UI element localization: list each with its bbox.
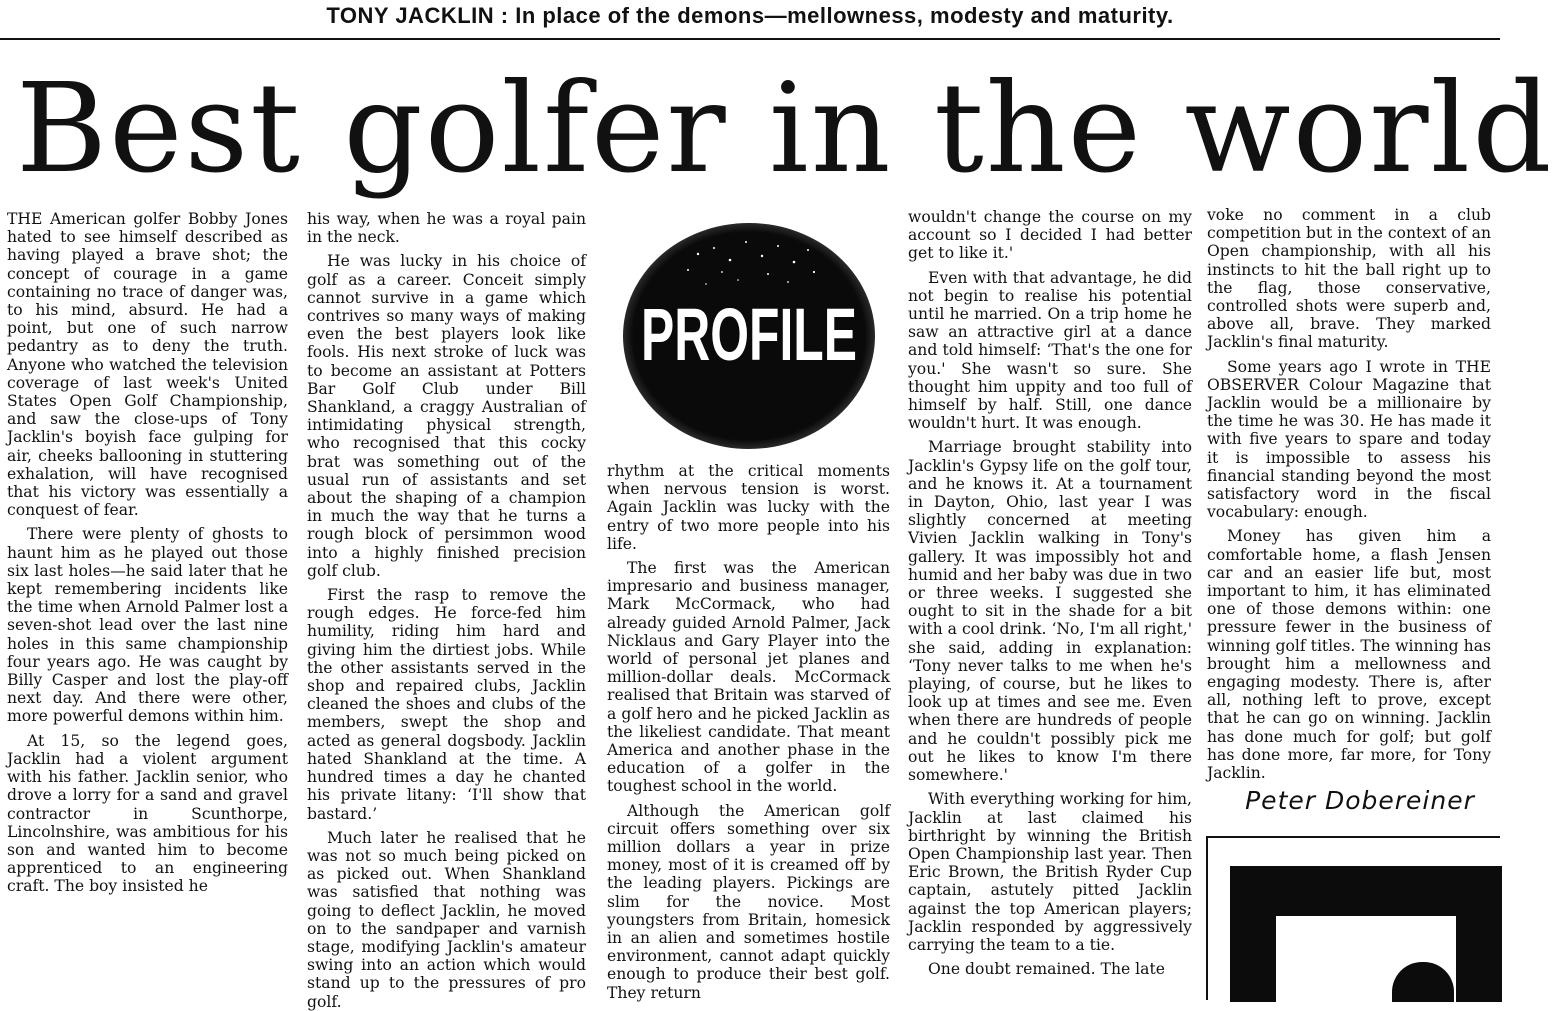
article-column-2 <box>307 210 586 1011</box>
headline: Best golfer in the world <box>16 57 1554 201</box>
kicker-text: TONY JACKLIN : In place of the demons—mellowness, modesty and maturity. <box>326 3 1174 28</box>
paragraph: his way, when he was a royal pain in the neck. <box>307 210 586 247</box>
paragraph: The first was the American impresario and business manager, Mark McCormack, who had already guided Arnold Palmer, Jack Nicklaus and Gary Player into the world of personal jet planes and million-dollar deals. McCormack realised that Britain was starved of a golf hero and he picked Jacklin as the likeliest candidate. That meant America and another phase in the education of a golfer in the toughest school in the world. <box>607 559 890 796</box>
kicker-bar <box>0 0 1500 40</box>
paragraph: rhythm at the critical moments when nervous tension is worst. Again Jacklin was lucky with the entry of two more people into his life. <box>607 462 890 553</box>
byline: Peter Dobereiner <box>1245 786 1475 815</box>
paragraph: Some years ago I wrote in THE OBSERVER Colour Magazine that Jacklin would be a millionaire by the time he was 30. He has made it with five years to spare and today it is impossible to assess his financial standing beyond the most satisfactory word in the fiscal vocabulary: enough. <box>1207 357 1491 522</box>
photo-frame <box>1206 836 1500 1000</box>
paragraph: Marriage brought stability into Jacklin's Gypsy life on the golf tour, and he knows it. At a tournament in Dayton, Ohio, last year I was slightly concerned at meeting Vivien Jacklin walking in Tony's gallery. It was impossibly hot and humid and her baby was due in two or three weeks. I suggested she ought to sit in the shade for a bit with a cool drink. ‘No, I'm all right,' she said, adding in explanation: ‘Tony never talks to me when he's playing, of course, but he likes to look up at times and see me. Even when there are hundreds of people and he couldn't possibly pick me out he likes to know I'm there somewhere.' <box>908 438 1192 785</box>
paragraph: Even with that advantage, he did not begin to realise his potential until he married. On a trip home he saw an attractive girl at a dance and told himself: ‘That's the one for you.' She wasn't so sure. She thought him uppity and too full of himself by half. Still, one dance wouldn't hurt. It was enough. <box>908 268 1192 433</box>
paragraph: There were plenty of ghosts to haunt him as he played out those six last holes—he said later that he kept remembering incidents like the time when Arnold Palmer lost a seven-shot lead over the last nine holes in this same championship four years ago. He was caught by Billy Casper and lost the play-off next day. And there were other, more powerful demons within him. <box>7 525 288 726</box>
profile-logo-graphic <box>618 220 880 452</box>
paragraph: Money has given him a comfortable home, a flash Jensen car and an easier life but, most important to him, it has eliminated one of those demons within: one pressure fewer in the business of winning golf titles. The winning has brought him a mellowness and engaging modesty. There is, after all, nothing left to prove, except that he can go on winning. Jacklin has done much for golf; but golf has done more, far more, for Tony Jacklin. <box>1207 527 1491 783</box>
paragraph: THE American golfer Bobby Jones hated to see himself described as having played a brave shot; the concept of courage in a game containing no trace of danger was, to his mind, absurd. He had a point, but one of such narrow pedantry as to deny the truth. Anyone who watched the television coverage of last week's United States Open Golf Championship, and saw the close-ups of Tony Jacklin's boyish face gulping for air, cheeks ballooning in stuttering exhalation, will have recognised that his victory was essentially a conquest of fear. <box>7 210 288 520</box>
paragraph: Although the American golf circuit offers something over six million dollars a year in prize money, most of it is creamed off by the leading players. Pickings are slim for the novice. Most youngsters from Britain, homesick in an alien and sometimes hostile environment, cannot adapt quickly enough to produce their best golf. They return <box>607 801 890 1002</box>
paragraph: At 15, so the legend goes, Jacklin had a violent argument with his father. Jacklin senior, who drove a lorry for a sand and gravel contractor in Scunthorpe, Lincolnshire, was ambitious for his son and wanted him to become apprenticed to an engineering craft. The boy insisted he <box>7 731 288 896</box>
photo <box>1230 866 1502 1002</box>
article-column-5 <box>1207 206 1491 800</box>
article-column-4 <box>908 208 1192 1000</box>
paragraph: He was lucky in his choice of golf as a career. Conceit simply cannot survive in a game which contrives so many ways of making even the best players look like fools. His next stroke of luck was to become an assistant at Potters Bar Golf Club under Bill Shankland, a craggy Australian of intimidating physical strength, who recognised that this cocky brat was something out of the usual run of assistants and set about the shaping of a champion in much the way that he turns a rough block of persimmon wood into a highly finished precision golf club. <box>307 252 586 580</box>
paragraph: One doubt remained. The late <box>928 960 1165 979</box>
paragraph: First the rasp to remove the rough edges. He force-fed him humility, riding him hard and giving him the dirtiest jobs. While the other assistants served in the shop and repaired clubs, Jacklin cleaned the shoes and clubs of the members, swept the shop and acted as general dogsbody. Jacklin hated Shankland at the time. A hundred times a day he chanted his private litany: ‘I'll show that bastard.’ <box>307 586 586 823</box>
paragraph: Much later he realised that he was not so much being picked on as picked out. When Shankland was satisfied that nothing was going to deflect Jacklin, he moved on to the sandpaper and varnish stage, modifying Jacklin's amateur swing into an action which would stand up to the pressures of pro golf. <box>307 828 586 1011</box>
profile-logo <box>618 220 880 452</box>
article-column-1 <box>7 210 288 1000</box>
article-column-3 <box>607 462 890 1000</box>
paragraph: With everything working for him, Jacklin at last claimed his birthright by winning the British Open Championship last year. Then Eric Brown, the British Ryder Cup captain, astutely pitted Jacklin against the top American players; Jacklin responded by aggressively carrying the team to a tie. <box>908 790 1192 954</box>
paragraph: voke no comment in a club competition but in the context of an Open championship, with all his instincts to hit the ball right up to the flag, those conservative, controlled shots were superb and, above all, brave. They marked Jacklin's final maturity. <box>1207 206 1491 352</box>
profile-logo-text: PROFILE <box>641 293 857 376</box>
paragraph: wouldn't change the course on my account so I decided I had better get to like it.' <box>908 208 1192 263</box>
